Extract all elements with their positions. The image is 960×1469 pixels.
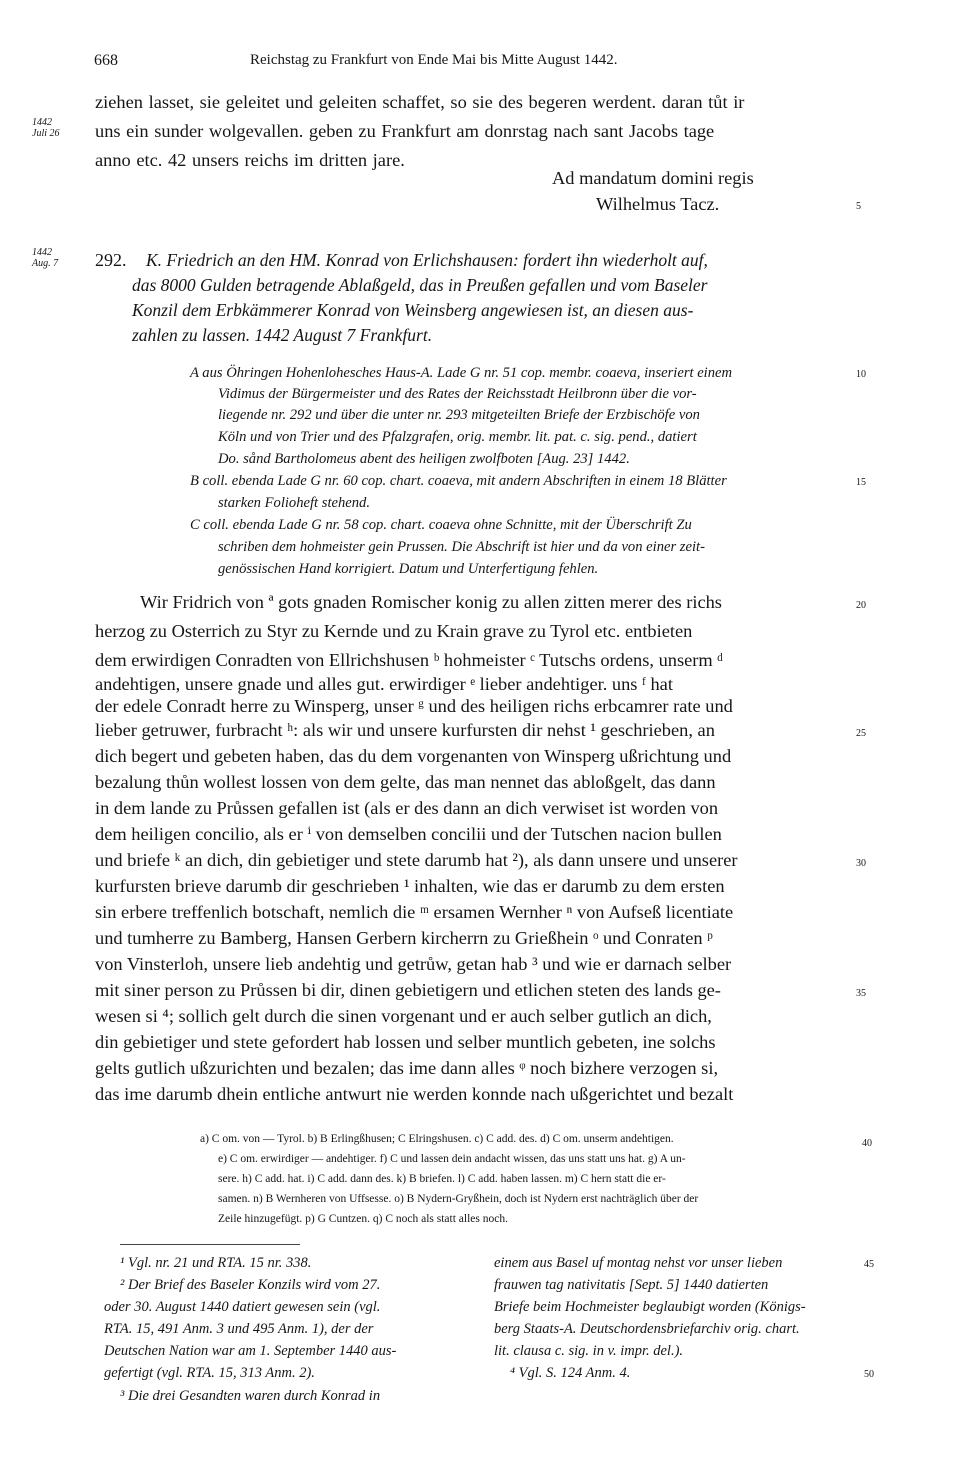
margin-date-day: Aug. 7 — [32, 258, 59, 269]
source-line: Do. sånd Bartholomeus abent des heiligen zwolfboten [Aug. 23] 1442. — [218, 451, 630, 467]
document-heading-line: Konzil dem Erbkämmerer Konrad von Weinsberg angewiesen ist, an diesen aus- — [132, 300, 694, 320]
source-line: liegende nr. 292 und über die unter nr. 293 mitgeteilten Briefe der Erzbischöfe von — [218, 407, 700, 423]
source-line: Köln und von Trier und des Pfalzgrafen, orig. membr. lit. pat. c. sig. pend., datiert — [218, 429, 697, 445]
text-line: wesen si ⁴; sollich gelt durch die sinen vorgenant und er auch selber gutlich an dich, — [95, 1006, 712, 1026]
document-heading-line: K. Friedrich an den HM. Konrad von Erlichshausen: fordert ihn wiederholt auf, — [146, 250, 708, 270]
text-line: sin erbere treffenlich botschaft, nemlich die ᵐ ersamen Wernher ⁿ von Aufseß licentiate — [95, 902, 734, 922]
text-line: dem heiligen concilio, als er ⁱ von demselben concilii und der Tutschen nacion bullen — [95, 824, 722, 844]
source-line: C coll. ebenda Lade G nr. 58 cop. chart. coaeva ohne Schnitte, mit der Überschrift Zu — [190, 517, 692, 533]
document-heading-line: das 8000 Gulden betragende Ablaßgeld, das in Preußen gefallen und vom Baseler — [132, 275, 708, 295]
prev-doc-line: ziehen lasset, sie geleitet und geleiten schaffet, so sie des begeren werdent. daran tůt ir — [95, 92, 745, 112]
source-line: genössischen Hand korrigiert. Datum und Unterfertigung fehlen. — [218, 561, 599, 577]
document-number: 292. — [95, 250, 127, 270]
text-line: din gebietiger und stete gefordert hab lossen und selber muntlich gebeten, ine solchs — [95, 1032, 716, 1052]
text-line: der edele Conradt herre zu Winsperg, unser ᵍ und des heiligen richs erbcamrer rate und — [95, 696, 733, 716]
running-title: Reichstag zu Frankfurt von Ende Mai bis Mitte August 1442. — [250, 52, 618, 68]
prev-doc-line: anno etc. 42 unsers reichs im dritten jare. — [95, 150, 405, 170]
line-marker: 40 — [862, 1138, 872, 1149]
footnote-line: ³ Die drei Gesandten waren durch Konrad in — [120, 1388, 381, 1404]
text-line: und briefe ᵏ an dich, din gebietiger und stete darumb hat ²), als dann unsere und unserer — [95, 850, 738, 870]
prev-doc-line: uns ein sunder wolgevallen. geben zu Frankfurt am donrstag nach sant Jacobs tage — [95, 121, 715, 141]
text-line: dich begert und gebeten haben, das du dem vorgenanten von Winsperg ußrichtung und — [95, 746, 732, 766]
signature-name: Wilhelmus Tacz. — [596, 194, 720, 214]
margin-date-year: 1442 — [32, 247, 52, 258]
margin-date-day: Juli 26 — [32, 128, 60, 139]
text-line: das ime darumb dhein entliche antwurt nie werden konnde nach ußgerichtet und bezalt — [95, 1084, 734, 1104]
text-line: und tumherre zu Bamberg, Hansen Gerbern kircherrn zu Grießhein ᵒ und Conraten ᵖ — [95, 928, 713, 948]
footnote-line: gefertigt (vgl. RTA. 15, 313 Anm. 2). — [104, 1365, 315, 1381]
source-line: B coll. ebenda Lade G nr. 60 cop. chart. coaeva, mit andern Abschriften in einem 18 Blätter — [190, 473, 727, 489]
signature-line: Ad mandatum domini regis — [552, 168, 754, 188]
variant-line: e) C om. erwirdiger — andehtiger. f) C und lassen dein andacht wissen, das uns statt uns hat. g) A un- — [218, 1153, 686, 1165]
text-line: Wir Fridrich von ª gots gnaden Romischer konig zu allen zitten merer des richs — [140, 592, 722, 612]
document-heading-line: zahlen zu lassen. 1442 August 7 Frankfurt. — [132, 325, 433, 345]
margin-date-doc292 — [32, 247, 58, 269]
footnote-line: lit. clausa c. sig. in v. impr. del.). — [494, 1343, 684, 1359]
text-line: dem erwirdigen Conradten von Ellrichshusen ᵇ hohmeister ᶜ Tutschs ordens, unserm ᵈ — [95, 650, 724, 670]
footnote-line: frauwen tag nativitatis [Sept. 5] 1440 datierten — [494, 1277, 769, 1293]
text-line: lieber getruwer, furbracht ʰ: als wir und unsere kurfursten dir nehst ¹ geschrieben, an — [95, 720, 715, 740]
footnote-line: RTA. 15, 491 Anm. 3 und 495 Anm. 1), der der — [104, 1321, 374, 1337]
line-marker: 45 — [864, 1259, 874, 1270]
footnote-separator — [120, 1244, 300, 1245]
line-marker: 30 — [856, 858, 866, 869]
text-line: von Vinsterloh, unsere lieb andehtig und getrůw, getan hab ³ und wie er darnach selber — [95, 954, 732, 974]
variant-line: Zeile hinzugefügt. p) G Cuntzen. q) C noch als statt alles noch. — [218, 1213, 508, 1225]
footnote-line: Briefe beim Hochmeister beglaubigt worden (Königs- — [494, 1299, 806, 1315]
footnote-line: einem aus Basel uf montag nehst vor unser lieben — [494, 1255, 783, 1271]
footnote-line: ⁴ Vgl. S. 124 Anm. 4. — [510, 1365, 631, 1381]
page-number: 668 — [94, 52, 118, 69]
variant-line: sere. h) C add. hat. i) C add. dann des. k) B briefen. l) C add. haben lassen. m) C hern statt die er- — [218, 1173, 666, 1185]
source-line: Vidimus der Bürgermeister und des Rates der Reichsstadt Heilbronn über die vor- — [218, 386, 697, 402]
source-line: starken Folioheft stehend. — [218, 495, 370, 511]
line-marker: 10 — [856, 369, 866, 380]
line-marker: 25 — [856, 728, 866, 739]
source-line: schriben dem hohmeister gein Prussen. Die Abschrift ist hier und da von einer zeit- — [218, 539, 705, 555]
source-line: A aus Öhringen Hohenlohesches Haus-A. Lade G nr. 51 cop. membr. coaeva, inseriert einem — [190, 365, 733, 381]
line-marker: 15 — [856, 477, 866, 488]
line-marker: 5 — [856, 201, 861, 212]
line-marker: 35 — [856, 988, 866, 999]
line-marker: 50 — [864, 1369, 874, 1380]
footnote-line: ² Der Brief des Baseler Konzils wird vom 27. — [120, 1277, 381, 1293]
footnote-line: berg Staats-A. Deutschordensbriefarchiv orig. chart. — [494, 1321, 800, 1337]
text-line: bezalung thůn wollest lossen von dem gelte, das man nennet das abloßgelt, das dann — [95, 772, 716, 792]
footnote-line: ¹ Vgl. nr. 21 und RTA. 15 nr. 338. — [120, 1255, 312, 1271]
text-line: gelts gutlich ußzurichten und bezalen; das ime dann alles ᵠ noch bizhere verzogen si, — [95, 1058, 719, 1078]
footnote-line: oder 30. August 1440 datiert gewesen sein (vgl. — [104, 1299, 381, 1315]
footnote-line: Deutschen Nation war am 1. September 1440 aus- — [104, 1343, 397, 1359]
text-line: mit siner person zu Průssen bi dir, dinen gebietigern und etlichen steten des lands ge- — [95, 980, 721, 1000]
text-line: kurfursten brieve darumb dir geschrieben ¹ inhalten, wie das er darumb zu dem ersten — [95, 876, 725, 896]
margin-date-prev — [32, 117, 60, 139]
variant-line: a) C om. von — Tyrol. b) B Erlingßhusen; C Elringshusen. c) C add. des. d) C om. unserm andehtigen. — [200, 1133, 674, 1145]
line-marker: 20 — [856, 600, 866, 611]
text-line: herzog zu Osterrich zu Styr zu Kernde und zu Krain grave zu Tyrol etc. entbieten — [95, 621, 693, 641]
text-line: andehtigen, unsere gnade und alles gut. erwirdiger ᵉ lieber andehtiger. uns ᶠ hat — [95, 674, 673, 694]
variant-line: samen. n) B Wernheren von Uffsesse. o) B Nydern-Gryßhein, doch ist Nydern erst nachträglich über der — [218, 1193, 699, 1205]
text-line: in dem lande zu Průssen gefallen ist (als er des dann an dich verwiset ist worden von — [95, 798, 719, 818]
margin-date-year: 1442 — [32, 117, 52, 128]
